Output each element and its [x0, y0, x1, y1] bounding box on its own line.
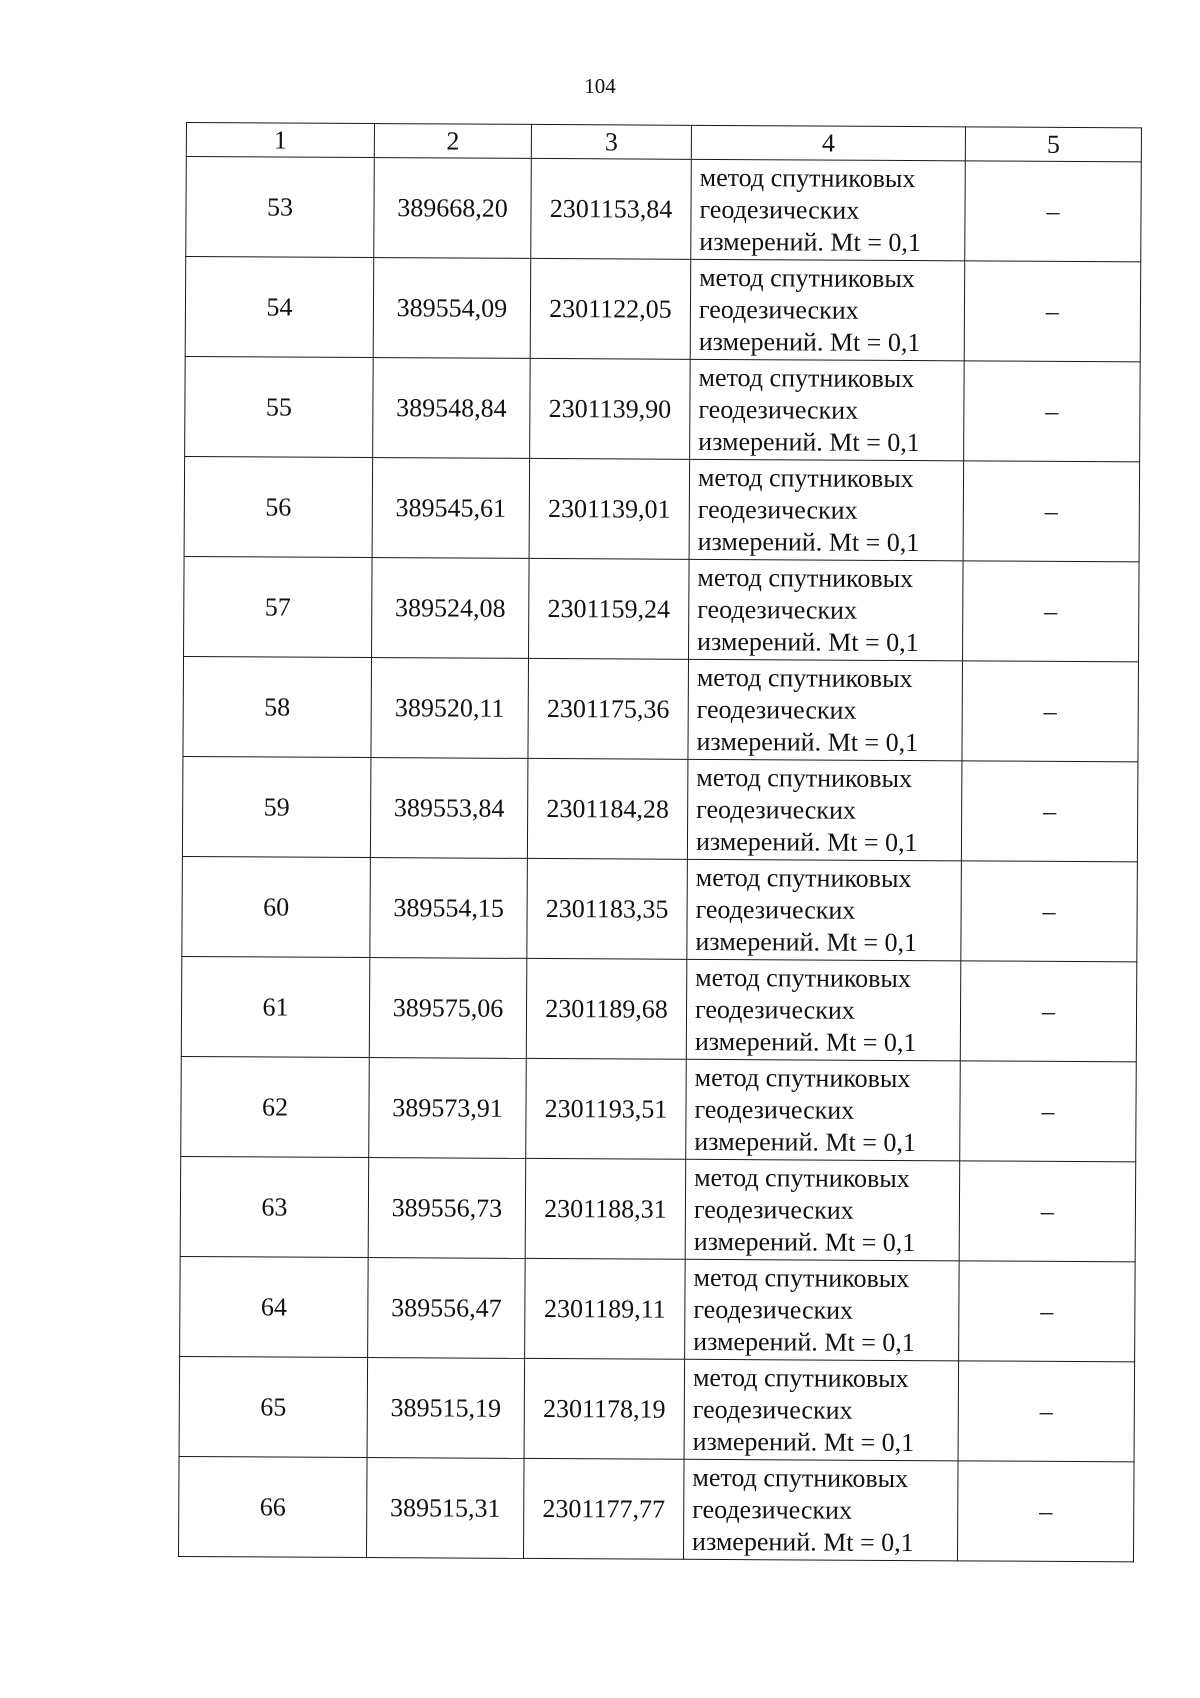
method-line: метод спутниковых	[696, 762, 913, 793]
y-coordinate-cell: 2301177,77	[523, 1458, 684, 1559]
point-number-cell: 59	[182, 756, 371, 857]
method-cell	[683, 1459, 958, 1561]
y-coordinate-cell: 2301183,35	[527, 858, 688, 959]
table-row	[182, 756, 1138, 861]
method-line: измерений. Mt = 0,1	[694, 1026, 917, 1057]
y-coordinate-cell: 2301122,05	[530, 258, 691, 359]
note-cell: –	[961, 861, 1138, 962]
method-line: метод спутниковых	[699, 262, 915, 293]
x-coordinate-cell: 389524,08	[372, 558, 530, 659]
note-cell: –	[959, 1161, 1136, 1262]
method-line: геодезических	[697, 594, 858, 625]
y-coordinate-cell: 2301139,90	[530, 358, 691, 459]
note-cell: –	[962, 661, 1139, 762]
table-row	[179, 1356, 1135, 1461]
method-line: метод спутниковых	[695, 862, 912, 893]
method-line: геодезических	[694, 1094, 855, 1125]
table-row	[182, 856, 1138, 961]
x-coordinate-cell: 389556,47	[368, 1258, 526, 1359]
method-line: геодезических	[698, 394, 859, 425]
x-coordinate-cell: 389515,19	[367, 1358, 525, 1459]
table-row	[186, 157, 1142, 262]
point-number-cell: 63	[180, 1156, 369, 1257]
coordinates-table	[178, 122, 1142, 1562]
note-cell: –	[958, 1361, 1135, 1462]
y-coordinate-cell: 2301178,19	[524, 1358, 685, 1459]
method-cell	[690, 259, 965, 361]
method-line: измерений. Mt = 0,1	[699, 226, 922, 257]
method-line: метод спутниковых	[698, 362, 915, 393]
note-cell: –	[963, 461, 1140, 562]
table-row	[184, 556, 1140, 661]
point-number-cell: 66	[178, 1456, 367, 1557]
method-line: геодезических	[695, 894, 856, 925]
x-coordinate-cell: 389668,20	[374, 158, 532, 259]
method-line: измерений. Mt = 0,1	[693, 1226, 916, 1257]
x-coordinate-cell: 389515,31	[366, 1458, 524, 1559]
method-line: метод спутниковых	[694, 1062, 911, 1093]
method-line: измерений. Mt = 0,1	[696, 726, 919, 757]
method-line: измерений. Mt = 0,1	[694, 1126, 917, 1157]
point-number-cell: 53	[186, 157, 375, 258]
method-line: геодезических	[693, 1194, 854, 1225]
page-number: 104	[584, 74, 616, 98]
point-number-cell: 64	[180, 1256, 369, 1357]
point-number-cell: 56	[184, 456, 373, 557]
table-row	[184, 456, 1140, 561]
method-line: метод спутниковых	[699, 162, 916, 193]
table-header	[186, 123, 1141, 162]
x-coordinate-cell: 389575,06	[369, 958, 527, 1059]
x-coordinate-cell: 389554,09	[373, 258, 531, 359]
method-cell	[685, 1259, 960, 1361]
method-line: измерений. Mt = 0,1	[695, 826, 918, 857]
y-coordinate-cell: 2301139,01	[529, 458, 690, 559]
note-cell: –	[963, 561, 1140, 662]
y-coordinate-cell: 2301159,24	[529, 558, 690, 659]
point-number-cell: 61	[181, 956, 370, 1057]
note-cell: –	[957, 1461, 1134, 1562]
method-cell	[691, 159, 966, 261]
method-line: метод спутниковых	[692, 1462, 909, 1493]
y-coordinate-cell: 2301189,11	[525, 1258, 686, 1359]
x-coordinate-cell: 389548,84	[373, 358, 531, 459]
point-number-cell: 62	[181, 1056, 370, 1157]
header-cell-4: 4	[691, 125, 965, 161]
method-line: метод спутниковых	[694, 1162, 910, 1193]
method-line: метод спутниковых	[697, 462, 914, 493]
method-cell	[686, 1059, 961, 1161]
x-coordinate-cell: 389573,91	[369, 1058, 527, 1159]
point-number-cell: 65	[179, 1356, 368, 1457]
header-cell-3: 3	[531, 124, 691, 159]
table-body	[178, 157, 1141, 1562]
method-cell	[689, 559, 964, 661]
method-cell	[688, 659, 963, 761]
method-line: метод спутниковых	[697, 562, 914, 593]
x-coordinate-cell: 389553,84	[370, 758, 528, 859]
y-coordinate-cell: 2301189,68	[526, 958, 687, 1059]
header-row	[186, 123, 1141, 162]
method-cell	[687, 759, 962, 861]
point-number-cell: 58	[183, 656, 372, 757]
note-cell: –	[960, 961, 1137, 1062]
header-cell-1: 1	[186, 123, 374, 158]
method-line: измерений. Mt = 0,1	[695, 926, 918, 957]
x-coordinate-cell: 389556,73	[368, 1158, 526, 1259]
x-coordinate-cell: 389545,61	[372, 458, 530, 559]
table-row	[180, 1256, 1136, 1361]
method-cell	[690, 359, 965, 461]
note-cell: –	[964, 261, 1141, 362]
method-cell	[685, 1159, 960, 1261]
method-line: геодезических	[693, 1294, 854, 1325]
table-row	[180, 1156, 1136, 1261]
method-line: геодезических	[697, 494, 858, 525]
y-coordinate-cell: 2301153,84	[531, 158, 692, 259]
method-line: метод спутниковых	[696, 662, 913, 693]
table-row	[185, 257, 1141, 362]
method-line: метод спутниковых	[695, 962, 912, 993]
method-line: измерений. Mt = 0,1	[693, 1326, 915, 1357]
method-cell	[689, 459, 964, 561]
table-row	[181, 956, 1137, 1061]
method-line: метод спутниковых	[692, 1362, 909, 1393]
method-line: геодезических	[698, 294, 859, 325]
method-line: измерений. Mt = 0,1	[698, 326, 921, 357]
method-line: измерений. Mt = 0,1	[697, 526, 920, 557]
note-cell: –	[959, 1261, 1136, 1362]
note-cell: –	[961, 761, 1138, 862]
y-coordinate-cell: 2301193,51	[526, 1058, 687, 1159]
method-line: измерений. Mt = 0,1	[692, 1426, 915, 1457]
method-line: метод спутниковых	[693, 1262, 910, 1293]
table-row	[185, 356, 1141, 461]
method-cell	[684, 1359, 959, 1461]
header-cell-2: 2	[374, 124, 531, 159]
method-line: геодезических	[694, 994, 855, 1025]
y-coordinate-cell: 2301188,31	[525, 1158, 686, 1259]
table-row	[178, 1456, 1134, 1561]
point-number-cell: 57	[184, 556, 373, 657]
note-cell: –	[965, 161, 1142, 262]
method-line: геодезических	[699, 194, 860, 225]
method-cell	[687, 859, 962, 961]
method-line: геодезических	[692, 1494, 853, 1525]
x-coordinate-cell: 389520,11	[371, 658, 529, 759]
point-number-cell: 55	[185, 356, 374, 457]
method-line: геодезических	[696, 794, 856, 825]
method-line: измерений. Mt = 0,1	[697, 626, 919, 657]
table-row	[181, 1056, 1137, 1161]
method-line: геодезических	[692, 1394, 853, 1425]
method-line: геодезических	[696, 694, 857, 725]
header-cell-5: 5	[965, 127, 1141, 162]
method-line: измерений. Mt = 0,1	[698, 426, 920, 457]
note-cell: –	[960, 1061, 1137, 1162]
point-number-cell: 54	[185, 257, 374, 358]
method-line: измерений. Mt = 0,1	[692, 1526, 914, 1557]
method-cell	[686, 959, 961, 1061]
y-coordinate-cell: 2301175,36	[528, 658, 689, 759]
table-row	[183, 656, 1139, 761]
y-coordinate-cell: 2301184,28	[527, 758, 688, 859]
point-number-cell: 60	[182, 856, 371, 957]
note-cell: –	[964, 361, 1141, 462]
x-coordinate-cell: 389554,15	[370, 858, 528, 959]
